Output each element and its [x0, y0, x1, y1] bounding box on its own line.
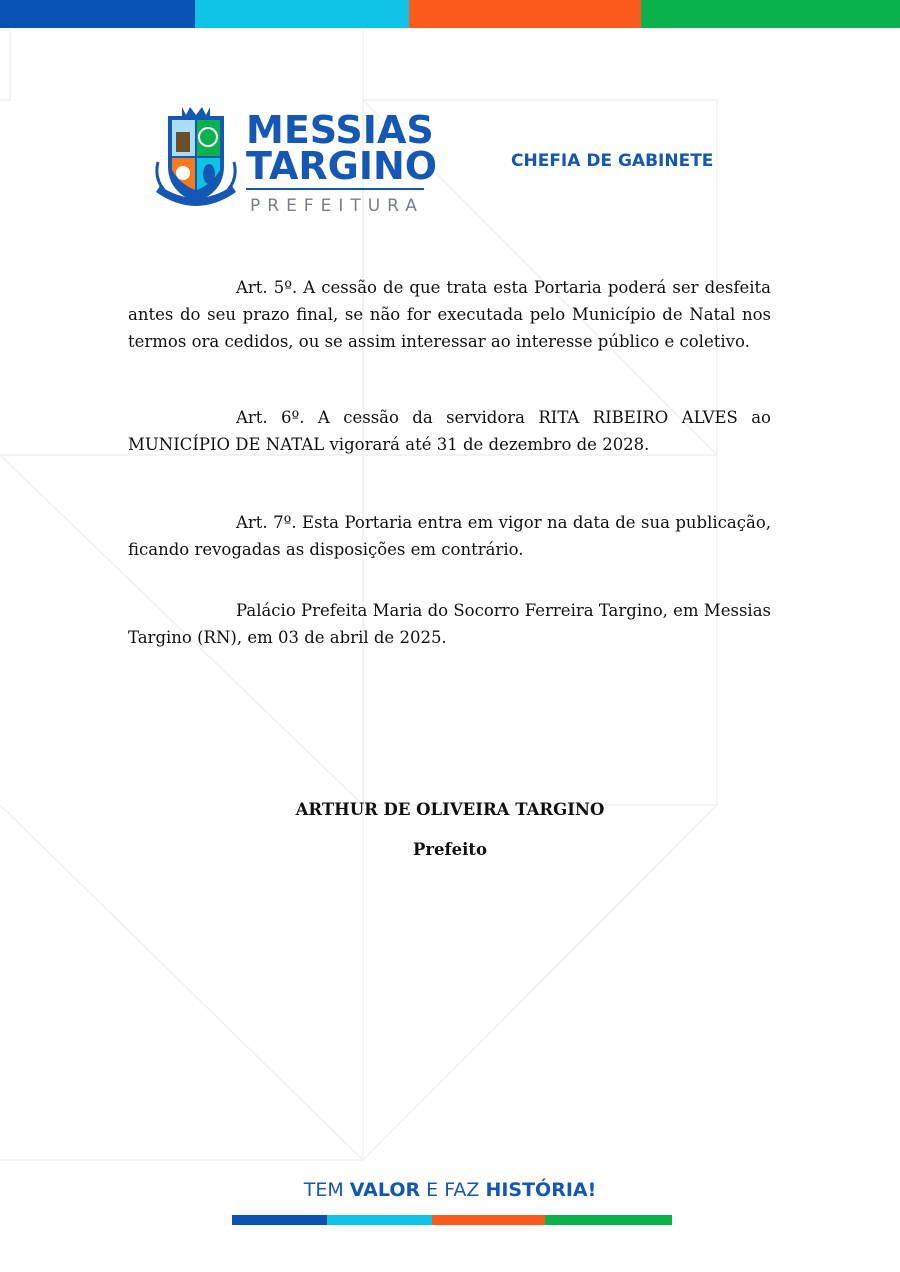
- brand-name-line1: MESSIAS: [246, 108, 434, 152]
- slogan-part-1: TEM: [303, 1179, 350, 1201]
- top-bar-orange: [409, 0, 641, 28]
- top-bar-green: [641, 0, 900, 28]
- signatory-title: Prefeito: [412, 840, 488, 859]
- slogan-part-3: E FAZ: [420, 1179, 486, 1201]
- article-6-text: Art. 6º. A cessão da servidora RITA RIBEIRO ALVES ao MUNICÍPIO DE NATAL vigorará até 31 de dezembro de 2028.: [128, 408, 771, 454]
- brand-logo: [246, 108, 438, 216]
- brand-name-line2: TARGINO: [246, 144, 438, 188]
- slogan-part-2: VALOR: [349, 1179, 421, 1201]
- article-5: [128, 274, 771, 355]
- bottom-bar-orange: [432, 1215, 545, 1225]
- closing-text: Palácio Prefeita Maria do Socorro Ferreira Targino, em Messias Targino (RN), em 03 de abril de 2025.: [128, 601, 771, 647]
- municipal-crest-icon: [154, 104, 238, 214]
- article-5-text: Art. 5º. A cessão de que trata esta Portaria poderá ser desfeita antes do seu prazo final, se não for executada pelo Município de Natal nos termos ora cedidos, ou se assim interessar ao interesse público e coletivo.: [128, 278, 771, 351]
- top-bar-blue: [0, 0, 195, 28]
- article-7: [128, 509, 771, 563]
- brand-subtitle: PREFEITURA: [250, 196, 424, 216]
- top-bar-cyan: [195, 0, 409, 28]
- footer-slogan: [0, 1179, 900, 1201]
- bottom-bar-cyan: [327, 1215, 432, 1225]
- bottom-color-bar: [232, 1215, 672, 1225]
- signatory-name: ARTHUR DE OLIVEIRA TARGINO: [295, 800, 605, 819]
- department-title: CHEFIA DE GABINETE: [511, 151, 714, 171]
- top-color-bar: [0, 0, 900, 28]
- bottom-bar-blue: [232, 1215, 327, 1225]
- brand-divider: [246, 188, 424, 190]
- slogan-part-4: HISTÓRIA!: [485, 1179, 597, 1201]
- article-7-text: Art. 7º. Esta Portaria entra em vigor na data de sua publicação, ficando revogadas as disposições em contrário.: [128, 513, 771, 559]
- closing-paragraph: [128, 597, 771, 651]
- article-6: [128, 404, 771, 458]
- bottom-bar-green: [545, 1215, 672, 1225]
